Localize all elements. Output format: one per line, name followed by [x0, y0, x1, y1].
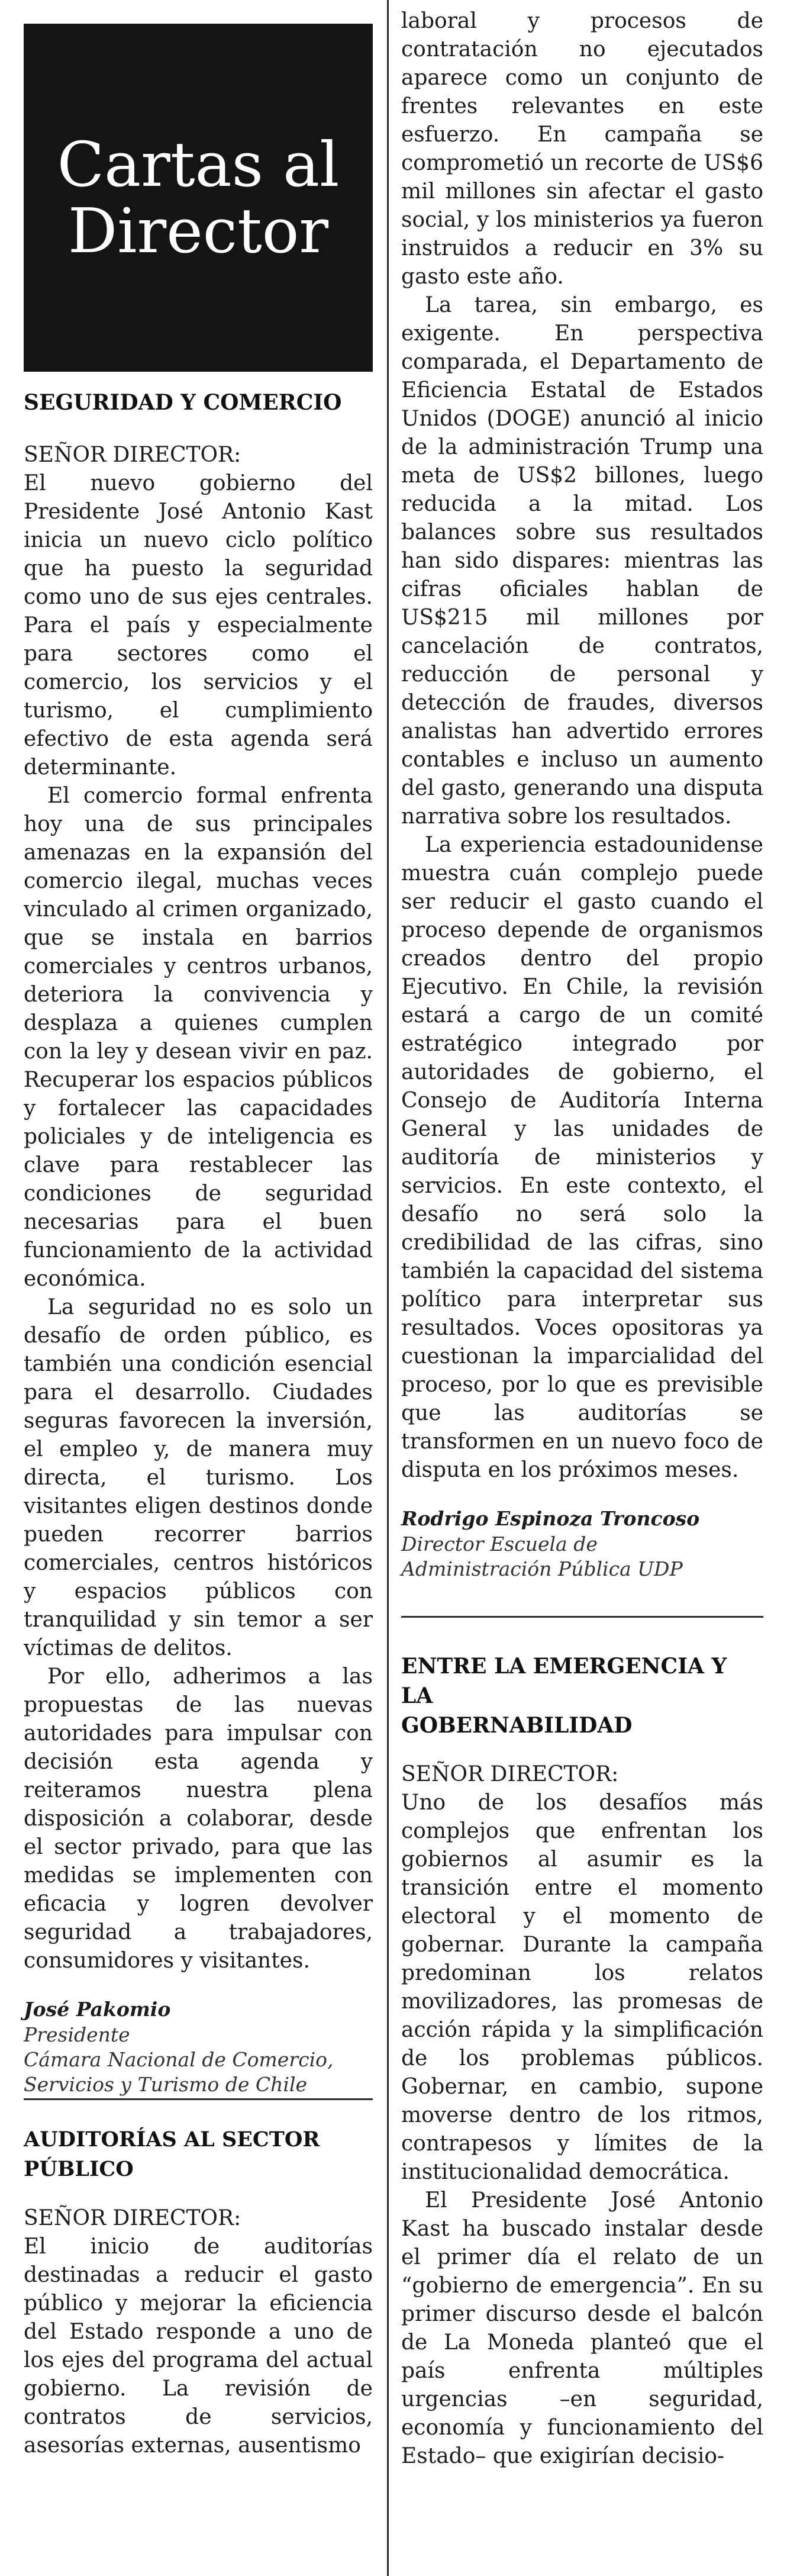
signature-role: Presidente — [24, 2023, 130, 2046]
section-title-line-2: Director — [67, 195, 329, 267]
signature — [401, 1506, 763, 1582]
letter-heading: SEGURIDAD Y COMERCIO — [24, 390, 342, 415]
letter-heading-line: ENTRE LA EMERGENCIA Y LA — [401, 1654, 727, 1708]
signature-role: Cámara Nacional de Comercio, — [24, 2048, 334, 2071]
paragraph: El comercio formal enfrenta hoy una de sus principales amenazas en la expansión del comercio ilegal, muchas veces vinculado al crimen organizado, que se instala en barrios comerciales y centros urbanos, deteriora la convivencia y desplaza a quienes cumplen con la ley y desean vivir en paz. Recuperar los espacios públicos y fortalecer las capacidades policiales y de inteligencia es clave para restablecer las condiciones de seguridad necesarias para el buen funcionamiento de la actividad económica. — [24, 784, 373, 1291]
signature-name: Rodrigo Espinoza Troncoso — [401, 1507, 700, 1530]
letter-body — [401, 1789, 763, 2471]
salutation: SEÑOR DIRECTOR: — [401, 1762, 619, 1786]
section-title — [57, 128, 340, 267]
paragraph: Uno de los desafíos más complejos que enfrentan los gobiernos al asumir es la transición entre el momento electoral y el momento de gobernar. Durante la campaña predominan los relatos movilizadores, las promesas de acción rápida y la simplificación de los problemas públicos. Gobernar, en cambio, supone moverse dentro de los ritmos, contrapesos y límites de la institucionalidad democrática. — [401, 1791, 763, 2184]
letter-emergencia-gobernabilidad — [401, 1651, 763, 2471]
paragraph: La experiencia estadounidense muestra cuán complejo puede ser reducir el gasto cuando el proceso depende de organismos creados dentro del propio Ejecutivo. En Chile, la revisión estará a cargo de un comité estratégico integrado por autoridades de gobierno, el Consejo de Auditoría Interna General y las unidades de auditoría de ministerios y servicios. En este contexto, el desafío no será solo la credibilidad de las cifras, sino también la capacidad del sistema político para interpretar sus resultados. Voces opositoras ya cuestionan la imparcialidad del proceso, por lo que es previsible que las auditorías se transformen en un nuevo foco de disputa en los próximos meses. — [401, 833, 763, 1482]
salutation: SEÑOR DIRECTOR: — [24, 443, 241, 467]
letter-seguridad-comercio — [24, 388, 373, 2097]
letter-heading-line: GOBERNABILIDAD — [401, 1713, 633, 1738]
letter-heading: AUDITORÍAS AL SECTOR PÚBLICO — [24, 2127, 320, 2181]
letter-body — [24, 469, 373, 1975]
letter-auditorias-sector-publico — [24, 2125, 373, 2460]
paragraph: El inicio de auditorías destinadas a reducir el gasto público y mejorar la eficiencia del Estado responde a uno de los ejes del programa del actual gobierno. La revisión de contratos de servicios, asesorías externas, ausentismo — [24, 2234, 373, 2458]
column-divider — [387, 0, 389, 2576]
letter-body — [24, 2233, 373, 2460]
letter-body — [401, 7, 763, 1485]
letter-auditorias-continuation — [401, 7, 763, 1582]
letter-heading — [401, 1651, 763, 1740]
signature — [24, 1997, 373, 2097]
paragraph: laboral y procesos de contratación no ejecutados aparece como un conjunto de frentes relevantes en este esfuerzo. En campaña se comprometió un recorte de US$6 mil millones sin afectar el gasto social, y los ministerios ya fueron instruidos a reducir en 3% su gasto este año. — [401, 9, 763, 289]
signature-name: José Pakomio — [24, 1998, 171, 2021]
letter-divider — [401, 1616, 763, 1618]
paragraph: La tarea, sin embargo, es exigente. En perspectiva comparada, el Departamento de Eficiencia Estatal de Estados Unidos (DOGE) anunció al inicio de la administración Trump una meta de US$2 billones, luego reducida a la mitad. Los balances sobre sus resultados han sido dispares: mientras las cifras oficiales hablan de US$215 mil millones por cancelación de contratos, reducción de personal y detección de fraudes, diversos analistas han advertido errores contables e incluso un aumento del gasto, generando una disputa narrativa sobre los resultados. — [401, 293, 763, 829]
signature-role: Servicios y Turismo de Chile — [24, 2073, 308, 2096]
signature-role: Administración Pública UDP — [401, 1557, 683, 1580]
letter-divider — [24, 2098, 373, 2100]
section-title-line-1: Cartas al — [57, 128, 340, 201]
paragraph: La seguridad no es solo un desafío de orden público, es también una condición esencial para el desarrollo. Ciudades seguras favorecen la inversión, el empleo y, de manera muy directa, el turismo. Los visitantes eligen destinos donde pueden recorrer barrios comerciales, centros históricos y espacios públicos con tranquilidad y sin temor a ser víctimas de delitos. — [24, 1295, 373, 1660]
paragraph: El nuevo gobierno del Presidente José Antonio Kast inicia un nuevo ciclo político que ha puesto la seguridad como uno de sus ejes centrales. Para el país y especialmente para sectores como el comercio, los servicios y el turismo, el cumplimiento efectivo de esta agenda será determinante. — [24, 471, 373, 780]
section-masthead — [24, 24, 373, 372]
salutation: SEÑOR DIRECTOR: — [24, 2206, 241, 2230]
paragraph: Por ello, adherimos a las propuestas de las nuevas autoridades para impulsar con decisión esta agenda y reiteramos nuestra plena disposición a colaborar, desde el sector privado, para que las medidas se implementen con eficacia y logren devolver seguridad a trabajadores, consumidores y visitantes. — [24, 1664, 373, 1973]
paragraph: El Presidente José Antonio Kast ha buscado instalar desde el primer día el relato de un “gobierno de emergencia”. En su primer discurso desde el balcón de La Moneda planteó que el país enfrenta múltiples urgencias –en seguridad, economía y funcionamiento del Estado– que exigirían decisio- — [401, 2188, 763, 2468]
signature-role: Director Escuela de — [401, 1532, 598, 1556]
